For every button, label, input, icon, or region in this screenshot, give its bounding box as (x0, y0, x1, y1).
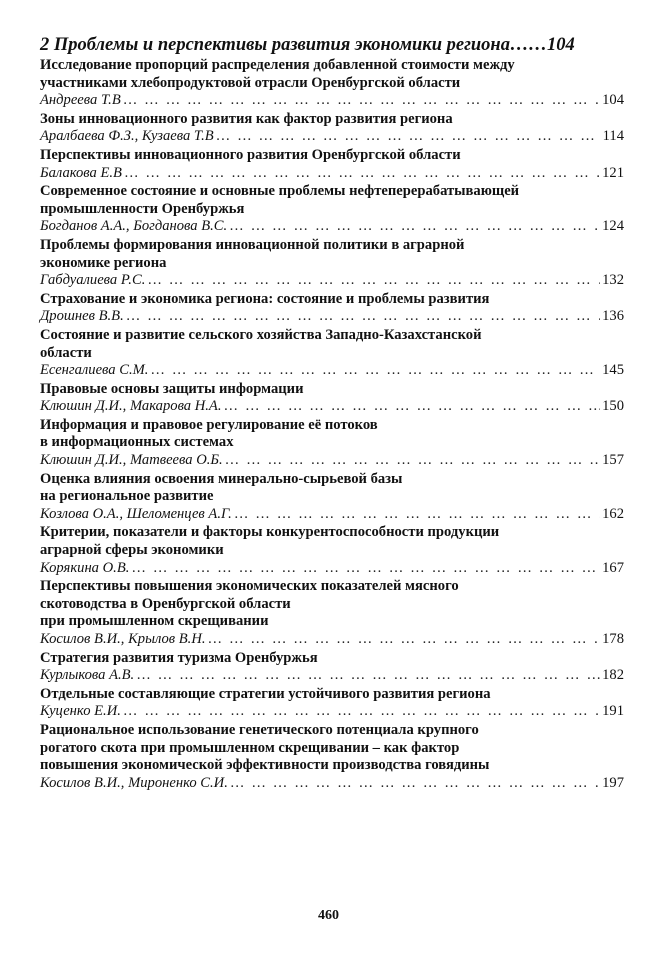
entry-page-number: 191 (602, 703, 624, 720)
dot-leader (225, 452, 600, 470)
entry-author-line (40, 362, 624, 380)
entry-title: Исследование пропорций распределения добавленной стоимости между участниками хлебопродуктовой отрасли Оренбургской области (40, 57, 515, 91)
toc-entry (40, 650, 624, 685)
toc-entry (40, 722, 624, 792)
dot-leader (224, 398, 601, 416)
entry-author-line (40, 560, 624, 578)
entry-page-number: 114 (602, 128, 624, 145)
entry-title: Перспективы инновационного развития Оренбургской области (40, 146, 461, 163)
entry-authors: Андреева Т.В (40, 92, 121, 109)
entry-authors: Курлыкова А.В. (40, 667, 135, 684)
toc-entry (40, 183, 624, 236)
entry-authors: Балакова Е.В (40, 164, 122, 181)
dot-leader (216, 128, 601, 146)
dot-leader (234, 506, 600, 524)
dot-leader (147, 272, 600, 290)
entry-author-line (40, 308, 624, 326)
toc-entry (40, 578, 624, 648)
entry-page-number: 132 (602, 272, 624, 289)
entry-page-number: 157 (602, 452, 624, 469)
section-title: 2 Проблемы и перспективы развития экономики региона……104 (40, 35, 575, 55)
toc-entry (40, 417, 624, 470)
entry-page-number: 167 (602, 559, 624, 576)
entry-author-line (40, 272, 624, 290)
entry-title: Критерии, показатели и факторы конкурентоспособности продукции аграрной сферы экономики (40, 524, 500, 559)
dot-leader (123, 92, 600, 110)
toc-entries (40, 57, 624, 792)
dot-leader (208, 631, 601, 649)
entry-author-line (40, 703, 624, 721)
entry-title: Перспективы повышения экономических показателей мясного скотоводства в Оренбургской области при промышленном скрещивании (40, 578, 459, 630)
entry-authors: Козлова О.А., Шеломенцев А.Г. (40, 505, 232, 522)
entry-authors: Аралбаева Ф.З., Кузаева Т.В (40, 128, 214, 145)
entry-page-number: 104 (602, 92, 624, 109)
entry-authors: Клюшин Д.И., Матвеева О.Б. (40, 452, 223, 469)
toc-entry (40, 524, 624, 577)
entry-author-line (40, 398, 624, 416)
entry-page-number: 182 (602, 667, 624, 684)
entry-author-line (40, 92, 624, 110)
entry-author-line (40, 218, 624, 236)
entry-title: Информация и правовое регулирование её потоков в информационных системах (40, 416, 378, 451)
dot-leader (124, 165, 600, 183)
toc-entry (40, 237, 624, 290)
entry-authors: Дрошнев В.В. (40, 308, 124, 325)
entry-page-number: 136 (602, 308, 624, 325)
entry-page-number: 197 (602, 774, 624, 791)
entry-author-line (40, 631, 624, 649)
dot-leader (230, 775, 600, 793)
entry-authors: Косилов В.И., Мироненко С.И. (40, 774, 228, 791)
entry-page-number: 124 (602, 218, 624, 235)
entry-page-number: 162 (602, 505, 624, 522)
entry-authors: Есенгалиева С.М. (40, 362, 149, 379)
dot-leader (150, 362, 600, 380)
entry-page-number: 178 (602, 631, 624, 647)
page-number: 460 (318, 908, 339, 923)
entry-authors: Богданов А.А., Богданова В.С. (40, 218, 228, 235)
toc-entry (40, 327, 624, 380)
entry-author-line (40, 165, 624, 183)
toc-entry (40, 147, 624, 182)
entry-authors: Габдуалиева Р.С. (40, 272, 146, 289)
entry-title: Рациональное использование генетического потенциала крупного рогатого скота при промышленном скрещивании – как фактор повышения экономической эффективности производства говядины (40, 721, 490, 774)
dot-leader (229, 218, 600, 236)
entry-title: Правовые основы защиты информации (40, 380, 304, 397)
dot-leader (131, 560, 600, 578)
entry-author-line (40, 452, 624, 470)
entry-title: Страхование и экономика региона: состояние и проблемы развития (40, 290, 490, 307)
toc-entry (40, 471, 624, 524)
table-of-contents (40, 34, 624, 793)
entry-title: Оценка влияния освоения минерально-сырьевой базы на региональное развитие (40, 470, 403, 505)
dot-leader (126, 308, 600, 326)
entry-author-line (40, 775, 624, 793)
entry-page-number: 145 (602, 362, 624, 379)
entry-authors: Куценко Е.И. (40, 703, 121, 720)
dot-leader (123, 703, 600, 721)
entry-title: Проблемы формирования инновационной политики в аграрной экономике региона (40, 236, 465, 271)
toc-entry (40, 111, 624, 146)
toc-entry (40, 686, 624, 721)
entry-title: Зоны инновационного развития как фактор развития региона (40, 110, 453, 127)
entry-author-line (40, 128, 624, 146)
entry-authors: Косилов В.И., Крылов В.Н. (40, 631, 206, 647)
toc-entry (40, 381, 624, 416)
entry-author-line (40, 506, 624, 524)
entry-title: Отдельные составляющие стратегии устойчивого развития региона (40, 685, 491, 702)
toc-entry (40, 57, 624, 110)
entry-title: Состояние и развитие сельского хозяйства Западно-Казахстанской области (40, 326, 482, 361)
entry-title: Современное состояние и основные проблемы нефтеперерабатывающей промышленности Оренбуржья (40, 183, 520, 217)
entry-page-number: 150 (602, 398, 624, 415)
entry-author-line (40, 667, 624, 685)
entry-authors: Клюшин Д.И., Макарова Н.А. (40, 398, 222, 415)
toc-entry (40, 291, 624, 326)
entry-authors: Корякина О.В. (40, 559, 130, 576)
entry-page-number: 121 (602, 164, 624, 181)
entry-title: Стратегия развития туризма Оренбуржья (40, 649, 318, 666)
dot-leader (136, 667, 600, 685)
